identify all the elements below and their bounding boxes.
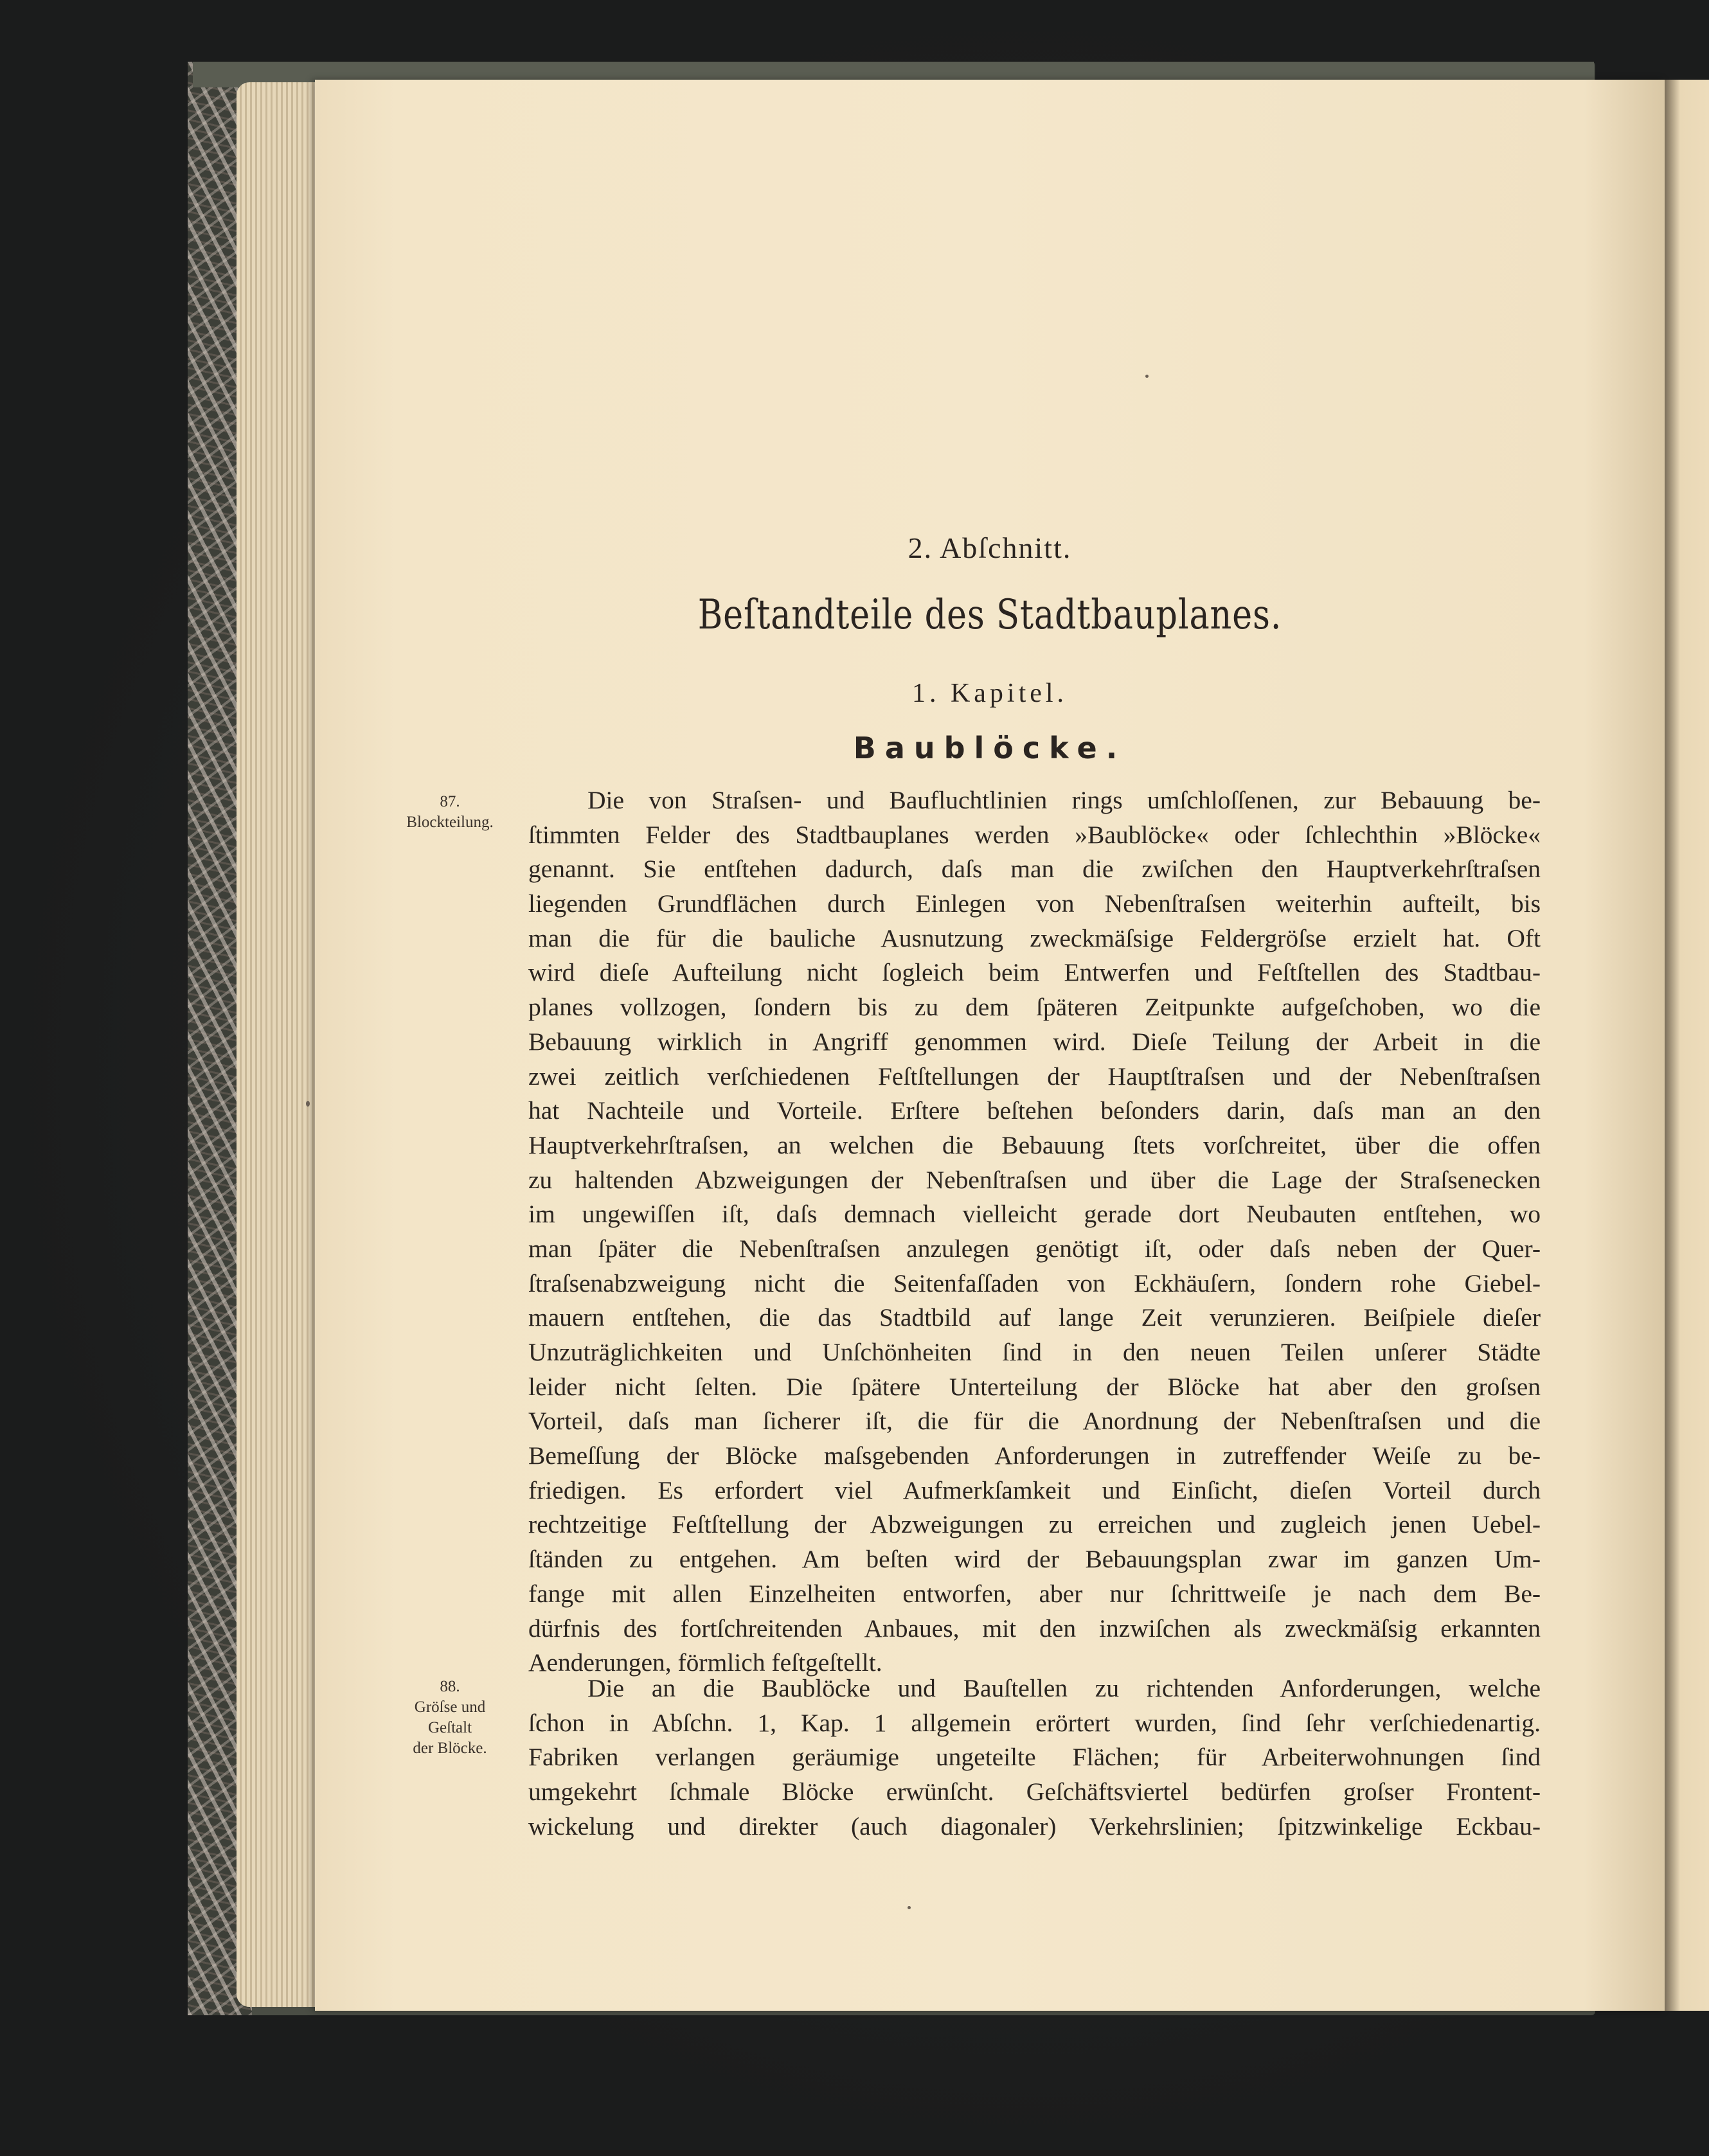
text-line: Bebauung wirklich in Angriff genommen wird. Dieſe Teilung der Arbeit in die — [528, 1027, 1541, 1056]
text-line: Bemeſſung der Blöcke maſsgebenden Anforderungen in zutreffender Weiſe zu be- — [528, 1441, 1541, 1470]
margin-note-text: Gröſse und — [414, 1698, 486, 1716]
text-line: im ungewiſſen iſt, daſs demnach vielleicht gerade dort Neubauten entſtehen, wo — [528, 1200, 1541, 1229]
text-line: Die von Straſsen- und Baufluchtlinien rings umſchloſſenen, zur Bebauung be- — [587, 786, 1541, 814]
text-line: wickelung und direkter (auch diagonaler) Verkehrslinien; ſpitzwinkelige Eckbau- — [528, 1812, 1541, 1840]
text-line: man die für die bauliche Ausnutzung zweckmäſsige Feldergröſse erzielt hat. Oft — [528, 923, 1541, 952]
text-line: ſtimmten Felder des Stadtbauplanes werden »Baublöcke« oder ſchlechthin »Blöcke« — [528, 820, 1541, 849]
margin-note-text: Geſtalt — [427, 1719, 472, 1736]
text-line: ſtraſsenabzweigung nicht die Seitenfaſſaden von Eckhäuſern, ſondern rohe Giebel- — [528, 1269, 1541, 1297]
text-line: planes vollzogen, ſondern bis zu dem ſpäteren Zeitpunkte aufgeſchoben, wo die — [528, 993, 1541, 1022]
margin-note-number: 87. — [440, 793, 460, 810]
chapter-heading: 1. Kapitel. — [911, 679, 1068, 708]
text-line: friedigen. Es erfordert viel Aufmerkſamkeit und Einſicht, dieſen Vorteil durch — [528, 1475, 1541, 1504]
paragraph — [528, 1671, 1541, 1844]
text-line: rechtzeitige Feſtſtellung der Abzweigungen zu erreichen und zugleich jenen Uebel- — [528, 1510, 1541, 1539]
text-line: genannt. Sie entſtehen dadurch, daſs man die zwiſchen den Hauptverkehrſtraſsen — [528, 855, 1541, 884]
text-line: man ſpäter die Nebenſtraſsen anzulegen genötigt iſt, oder daſs neben der Quer- — [528, 1234, 1541, 1263]
text-line: zwei zeitlich verſchiedenen Feſtſtellungen der Hauptſtraſsen und der Nebenſtraſsen — [528, 1062, 1541, 1091]
margin-note-text: Blockteilung. — [406, 814, 494, 831]
margin-note-number: 88. — [440, 1678, 460, 1695]
text-line: Unzuträglichkeiten und Unſchönheiten ſind in den neuen Teilen unſerer Städte — [528, 1338, 1541, 1366]
stacked-page-edges — [237, 82, 327, 2007]
text-line: liegenden Grundflächen durch Einlegen von Nebenſtraſsen weiterhin aufteilt, bis — [528, 889, 1541, 918]
text-line: Vorteil, daſs man ſicherer iſt, die für die Anordnung der Nebenſtraſsen und die — [528, 1407, 1541, 1436]
text-line: dürfnis des fortſchreitenden Anbaues, mit den inzwiſchen als zweckmäſsig erkannten — [528, 1614, 1541, 1643]
text-line: wird dieſe Aufteilung nicht ſogleich beim Entwerfen und Feſtſtellen des Stadtbau- — [528, 958, 1541, 987]
margin-note-87 — [379, 792, 521, 833]
paper-speck — [1145, 375, 1149, 378]
text-line: mauern entſtehen, die das Stadtbild auf lange Zeit verunzieren. Beiſpiele dieſer — [528, 1303, 1541, 1332]
chapter-title: Baublöcke. — [853, 731, 1127, 765]
margin-note-88 — [379, 1677, 521, 1759]
facing-page-edge — [1665, 80, 1709, 2011]
text-line: umgekehrt ſchmale Blöcke erwünſcht. Geſchäftsviertel bedürfen groſser Frontent- — [528, 1777, 1541, 1806]
section-heading: 2. Abſchnitt. — [908, 531, 1072, 564]
paper-speck — [306, 1101, 310, 1107]
text-line: leider nicht ſelten. Die ſpätere Unterteilung der Blöcke hat aber den groſsen — [528, 1372, 1541, 1401]
paper-speck — [908, 1906, 911, 1909]
text-line: Hauptverkehrſtraſsen, an welchen die Bebauung ſtets vorſchreitet, über die offen — [528, 1130, 1541, 1159]
text-line: Die an die Baublöcke und Bauſtellen zu richtenden Anforderungen, welche — [587, 1674, 1541, 1702]
text-line: hat Nachteile und Vorteile. Erſtere beſtehen beſonders darin, daſs man an den — [528, 1096, 1541, 1125]
text-line: ſchon in Abſchn. 1, Kap. 1 allgemein erörtert wurden, ſind ſehr verſchiedenartig. — [528, 1708, 1541, 1737]
text-line: zu haltenden Abzweigungen der Nebenſtraſsen und über die Lage der Straſsenecken — [528, 1165, 1541, 1194]
part-title: Beſtandteile des Stadtbauplanes. — [697, 591, 1282, 639]
paragraph — [528, 783, 1541, 1680]
text-line: ſtänden zu entgehen. Am beſten wird der Bebauungsplan zwar im ganzen Um- — [528, 1545, 1541, 1574]
text-line: fange mit allen Einzelheiten entworfen, aber nur ſchrittweiſe je nach dem Be- — [528, 1579, 1541, 1608]
text-line: Aenderungen, förmlich feſtgeſtellt. — [528, 1648, 882, 1677]
margin-note-text: der Blöcke. — [413, 1740, 487, 1757]
text-line: Fabriken verlangen geräumige ungeteilte Flächen; für Arbeiterwohnungen ſind — [528, 1743, 1541, 1772]
